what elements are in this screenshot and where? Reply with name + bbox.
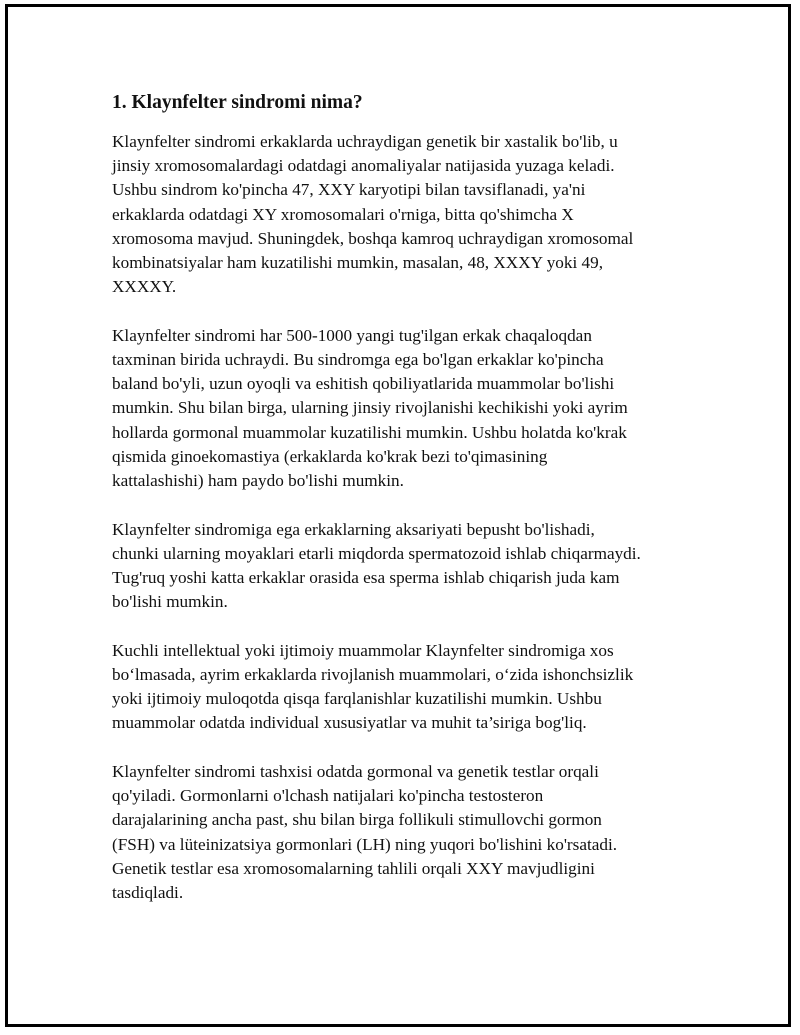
section-heading: 1. Klaynfelter sindromi nima?	[112, 92, 363, 113]
text-line: Klaynfelter sindromiga ega erkaklarning aksariyati bepusht bo'lishadi,	[112, 519, 595, 539]
text-line: Kuchli intellektual yoki ijtimoiy muammolar Klaynfelter sindromiga xos	[112, 640, 614, 660]
text-line: bo‘lmasada, ayrim erkaklarda rivojlanish muammolari, o‘zida ishonchsizlik	[112, 665, 634, 685]
text-line: tasdiqladi.	[112, 883, 184, 903]
text-line: XXXXY.	[112, 277, 177, 297]
text-line: kombinatsiyalar ham kuzatilishi mumkin, masalan, 48, XXXY yoki 49,	[112, 253, 604, 273]
paragraph-4	[112, 639, 692, 736]
paragraph-2	[112, 324, 692, 493]
text-line: yoki ijtimoiy muloqotda qisqa farqlanishlar kuzatilishi mumkin. Ushbu	[112, 689, 602, 709]
text-line: qo'yiladi. Gormonlarni o'lchash natijalari ko'pincha testosteron	[112, 786, 544, 806]
text-line: taxminan birida uchraydi. Bu sindromga ega bo'lgan erkaklar ko'pincha	[112, 350, 604, 370]
text-line: Klaynfelter sindromi tashxisi odatda gormonal va genetik testlar orqali	[112, 762, 599, 782]
paragraph-1	[112, 130, 692, 299]
text-line: darajalarining ancha past, shu bilan birga follikuli stimullovchi gormon	[112, 810, 602, 830]
text-line: (FSH) va lüteinizatsiya gormonlari (LH) ning yuqori bo'lishini ko'rsatadi.	[112, 834, 618, 854]
text-line: qismida ginoekomastiya (erkaklarda ko'krak bezi to'qimasining	[112, 446, 548, 466]
text-line: jinsiy xromosomalardagi odatdagi anomaliyalar natijasida yuzaga keladi.	[112, 156, 615, 176]
text-line: chunki ularning moyaklari etarli miqdorda spermatozoid ishlab chiqarmaydi.	[112, 543, 641, 563]
text-line: mumkin. Shu bilan birga, ularning jinsiy rivojlanishi kechikishi yoki ayrim	[112, 398, 628, 418]
text-line: xromosoma mavjud. Shuningdek, boshqa kamroq uchraydigan xromosomal	[112, 228, 634, 248]
text-line: hollarda gormonal muammolar kuzatilishi mumkin. Ushbu holatda ko'krak	[112, 422, 627, 442]
text-line: muammolar odatda individual xususiyatlar va muhit ta’siriga bog'liq.	[112, 713, 587, 733]
text-line: Genetik testlar esa xromosomalarning tahlili orqali XXY mavjudligini	[112, 858, 595, 878]
text-line: Ushbu sindrom ko'pincha 47, XXY karyotipi bilan tavsiflanadi, ya'ni	[112, 180, 586, 200]
document-body	[112, 90, 692, 930]
text-line: Klaynfelter sindromi har 500-1000 yangi tug'ilgan erkak chaqaloqdan	[112, 325, 592, 345]
text-line: bo'lishi mumkin.	[112, 592, 228, 612]
text-line: kattalashishi) ham paydo bo'lishi mumkin.	[112, 471, 404, 491]
paragraph-5	[112, 760, 692, 905]
text-line: Klaynfelter sindromi erkaklarda uchraydigan genetik bir xastalik bo'lib, u	[112, 132, 618, 151]
text-line: baland bo'yli, uzun oyoqli va eshitish qobiliyatlarida muammolar bo'lishi	[112, 374, 615, 394]
text-line: erkaklarda odatdagi XY xromosomalari o'rniga, bitta qo'shimcha X	[112, 204, 574, 224]
paragraph-3	[112, 518, 692, 615]
text-line: Tug'ruq yoshi katta erkaklar orasida esa sperma ishlab chiqarish juda kam	[112, 568, 620, 588]
